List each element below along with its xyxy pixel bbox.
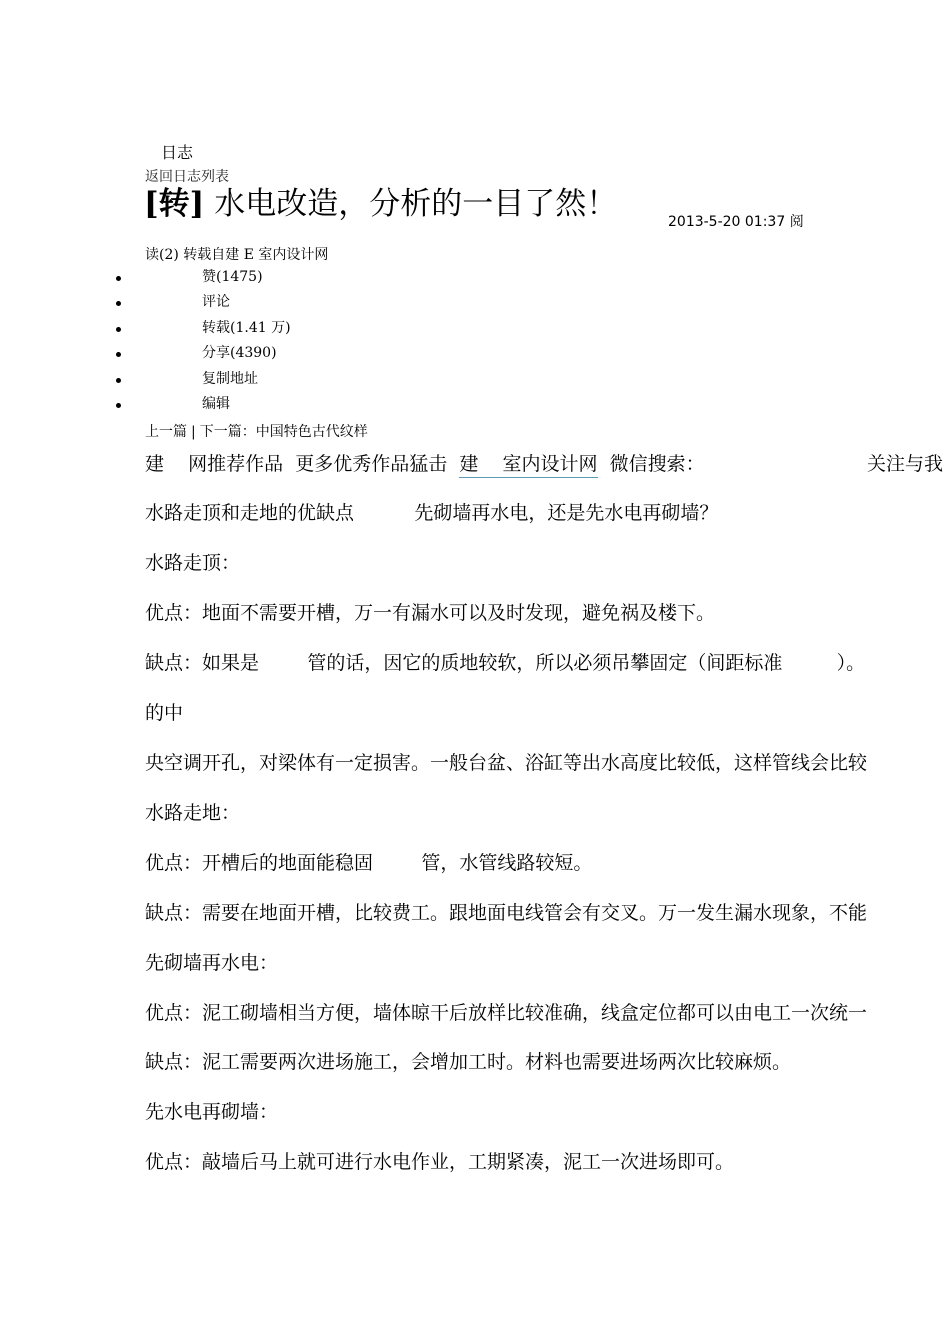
action-label[interactable]: 赞(1475) bbox=[202, 269, 263, 285]
paragraph: 缺点：泥工需要两次进场施工，会增加工时。材料也需要进场两次比较麻烦。 bbox=[145, 1051, 792, 1073]
action-label[interactable]: 复制地址 bbox=[202, 370, 258, 387]
paragraph: 先砌墙再水电： bbox=[145, 952, 279, 974]
bullet-icon bbox=[116, 403, 121, 408]
post-datetime: 2013-5-20 01:37 阅 bbox=[668, 214, 804, 230]
promo-line bbox=[145, 449, 944, 476]
paragraph: 的中 bbox=[145, 702, 184, 724]
paragraph: 水路走地： bbox=[145, 802, 241, 824]
promo-suffix: 微信搜索： bbox=[597, 453, 705, 475]
bullet-icon bbox=[116, 301, 121, 306]
paragraph: 水路走顶： bbox=[145, 552, 241, 574]
back-to-list-link[interactable]: 返回日志列表 bbox=[145, 169, 229, 185]
paragraph: 缺点：需要在地面开槽，比较费工。跟地面电线管会有交叉。万一发生漏水现象，不能 bbox=[145, 902, 868, 924]
action-label[interactable]: 分享(4390) bbox=[202, 345, 277, 362]
paragraph: 优点：地面不需要开槽，万一有漏水可以及时发现，避免祸及楼下。 bbox=[145, 602, 716, 624]
action-label[interactable]: 评论 bbox=[202, 294, 230, 311]
paragraph: 优点：泥工砌墙相当方便，墙体晾干后放样比较准确，线盒定位都可以由电工一次统一 bbox=[145, 1002, 868, 1024]
bullet-icon bbox=[116, 378, 121, 383]
bullet-icon bbox=[116, 276, 121, 281]
bullet-icon bbox=[116, 352, 121, 357]
title-text: 水电改造，分析的一目了然！ bbox=[204, 186, 618, 222]
bullet-icon bbox=[116, 327, 121, 332]
paragraph: 缺点：如果是 管的话，因它的质地较软，所以必须吊攀固定（间距标准 ）。 bbox=[145, 652, 866, 674]
post-navigation bbox=[145, 421, 368, 441]
action-label[interactable]: 转载(1.41 万) bbox=[202, 319, 291, 336]
title-tag: [转] bbox=[144, 186, 205, 222]
post-meta: 读(2) 转载自建 E 室内设计网 bbox=[145, 247, 329, 263]
paragraph: 央空调开孔，对梁体有一定损害。一般台盆、浴缸等出水高度比较低，这样管线会比较 bbox=[145, 752, 868, 774]
next-post-link[interactable]: 下一篇：中国特色古代纹样 bbox=[199, 424, 368, 440]
prev-post-link[interactable]: 上一篇 bbox=[145, 424, 187, 440]
promo-link[interactable]: 建 室内设计网 bbox=[459, 453, 597, 478]
paragraph: 水路走顶和走地的优缺点 先砌墙再水电，还是先水电再砌墙？ bbox=[145, 502, 719, 524]
nav-separator: | bbox=[191, 424, 196, 440]
promo-follow: 关注与我 bbox=[867, 453, 944, 475]
page-title bbox=[144, 178, 617, 223]
tab-label[interactable]: 日志 bbox=[161, 143, 194, 162]
paragraph: 先水电再砌墙： bbox=[145, 1101, 279, 1123]
paragraph: 优点：敲墙后马上就可进行水电作业，工期紧凑，泥工一次进场即可。 bbox=[145, 1151, 735, 1173]
action-label[interactable]: 编辑 bbox=[202, 395, 230, 412]
promo-prefix: 建 网推荐作品 更多优秀作品猛击 bbox=[145, 453, 460, 475]
paragraph: 优点：开槽后的地面能稳固 管，水管线路较短。 bbox=[145, 852, 593, 874]
